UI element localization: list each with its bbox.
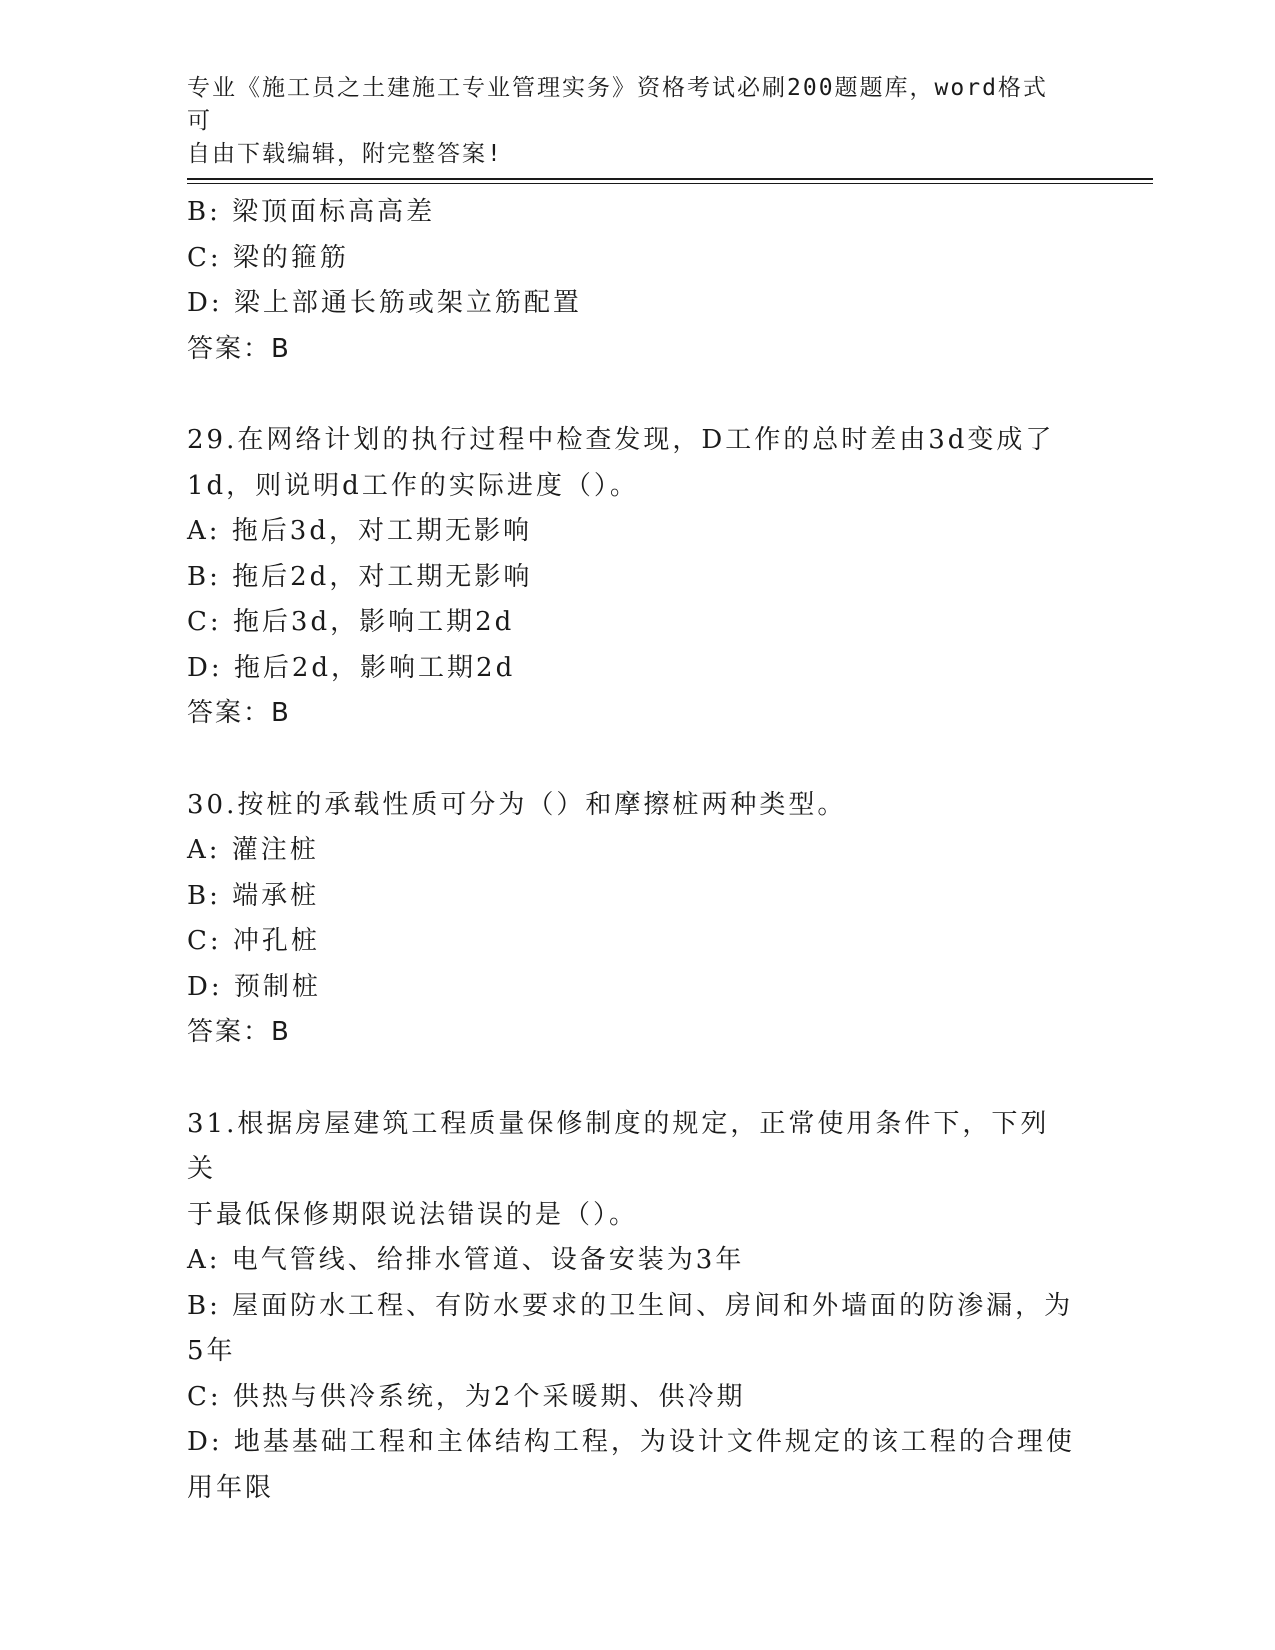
question-30 xyxy=(187,783,1077,1056)
header-rule-thin xyxy=(187,183,1153,184)
option-c: C: 梁的箍筋 xyxy=(187,242,349,273)
option-d: D: 拖后2d，影响工期2d xyxy=(187,652,516,683)
option-b-line-2: 5年 xyxy=(187,1336,236,1366)
answer: 答案：B xyxy=(187,333,291,364)
question-stem-line-1: 31.根据房屋建筑工程质量保修制度的规定，正常使用条件下，下列关 xyxy=(187,1108,1050,1184)
option-a: A: 电气管线、给排水管道、设备安装为3年 xyxy=(187,1245,745,1275)
option-b: B: 拖后2d，对工期无影响 xyxy=(187,561,533,592)
question-list xyxy=(187,190,1077,1511)
option-a: A: 灌注桩 xyxy=(187,835,319,865)
question-28 xyxy=(187,190,1077,372)
spacer xyxy=(187,737,1077,783)
option-b: B: 梁顶面标高高差 xyxy=(187,197,436,227)
option-d: D: 梁上部通长筋或架立筋配置 xyxy=(187,288,582,318)
option-c: C: 冲孔桩 xyxy=(187,926,320,956)
option-c: C: 拖后3d，影响工期2d xyxy=(187,607,515,637)
header-title-line-1: 专业《施工员之土建施工专业管理实务》资格考试必刷200题题库，word格式可 xyxy=(187,75,1048,134)
option-b-line-1: B: 屋面防水工程、有防水要求的卫生间、房间和外墙面的防渗漏，为 xyxy=(187,1290,1074,1321)
header-rule-thick xyxy=(187,178,1153,180)
answer: 答案：B xyxy=(187,1017,291,1047)
question-stem-line-2: 于最低保修期限说法错误的是（）。 xyxy=(187,1199,639,1230)
document-header xyxy=(187,72,1067,171)
option-a: A: 拖后3d，对工期无影响 xyxy=(187,516,532,546)
header-title-line-2: 自由下载编辑，附完整答案! xyxy=(187,141,503,167)
question-stem-line-2: 1d，则说明d工作的实际进度（）。 xyxy=(187,470,639,501)
question-stem-line-1: 29.在网络计划的执行过程中检查发现，D工作的总时差由3d变成了 xyxy=(187,425,1055,455)
question-29 xyxy=(187,418,1077,737)
answer: 答案：B xyxy=(187,698,291,728)
option-b: B: 端承桩 xyxy=(187,880,320,911)
option-c: C: 供热与供冷系统，为2个采暖期、供冷期 xyxy=(187,1381,746,1412)
option-d-line-2: 用年限 xyxy=(187,1472,275,1503)
option-d-line-1: D: 地基基础工程和主体结构工程，为设计文件规定的该工程的合理使 xyxy=(187,1427,1075,1457)
spacer xyxy=(187,1056,1077,1102)
spacer xyxy=(187,372,1077,418)
option-d: D: 预制桩 xyxy=(187,971,321,1002)
question-stem-line-1: 30.按桩的承载性质可分为（）和摩擦桩两种类型。 xyxy=(187,789,847,820)
question-31 xyxy=(187,1102,1077,1512)
